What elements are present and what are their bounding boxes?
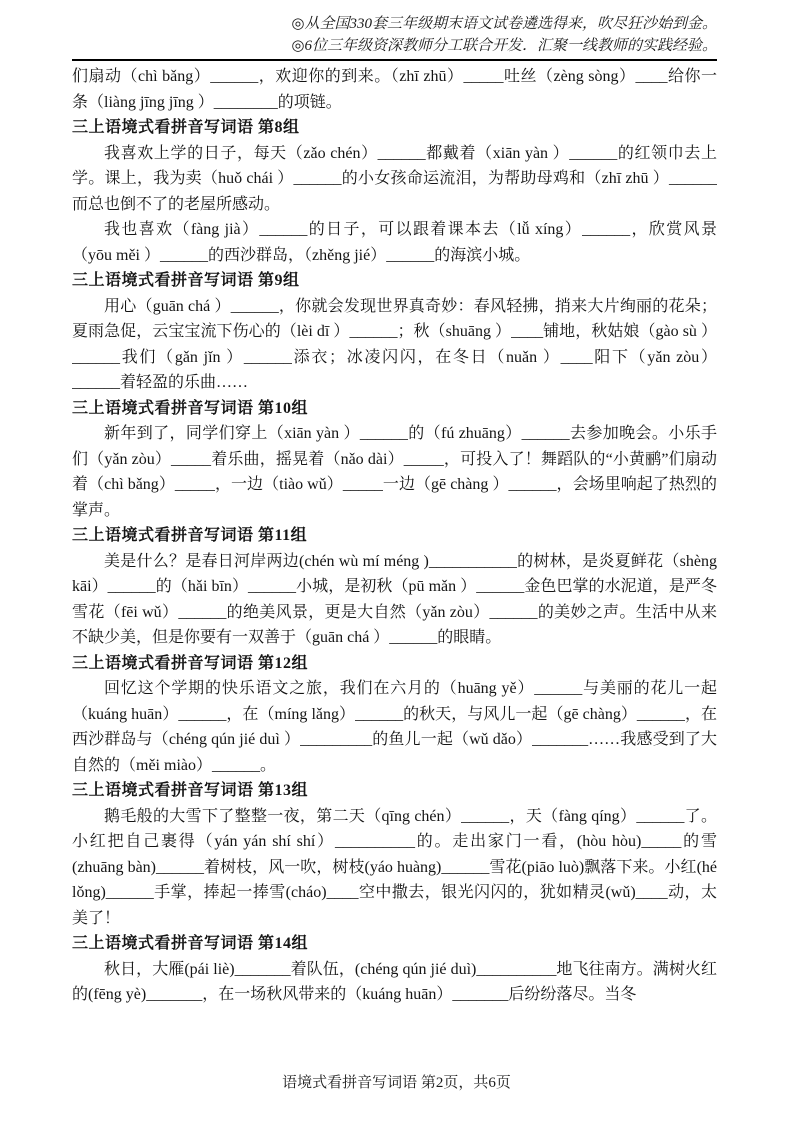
section-group-10	[72, 396, 717, 524]
header-note-line-2: ◎6位三年级资深教师分工联合开发．汇聚一线教师的实践经验。	[291, 38, 717, 54]
section-group-14	[72, 931, 717, 1008]
continuation-paragraph: 们扇动（chì bǎng）______，欢迎你的到来。（zhī zhū）_____吐丝（zèng sòng）____给你一条（liàng jīng jīng ）________的项链。	[72, 68, 717, 111]
header-note	[72, 13, 717, 57]
worksheet-content	[72, 64, 717, 1044]
section-heading-12: 三上语境式看拼音写词语 第12组	[72, 654, 309, 672]
section-heading-8: 三上语境式看拼音写词语 第8组	[72, 119, 300, 136]
section-heading-13: 三上语境式看拼音写词语 第13组	[72, 782, 309, 799]
section-group-13	[72, 778, 717, 931]
section-paragraph: 秋日，大雁(pái liè)_______着队伍，(chéng qún jié duì)__________地飞往南方。满树火红的(fēng yè)_______，在一场秋风带来的（kuáng huān）_______后纷纷落尽。当冬	[72, 960, 717, 1003]
section-group-11	[72, 523, 717, 651]
section-heading-10: 三上语境式看拼音写词语 第10组	[72, 399, 309, 417]
section-paragraph: 回忆这个学期的快乐语文之旅，我们在六月的（huāng yě）______与美丽的花儿一起（kuáng huān）______，在（míng lǎng）______的秋天，与风儿一起（gē chàng）______，在西沙群岛与（chéng qún jié duì ）_________的鱼儿一起（wǔ dǎo）_______……我感受到了大自然的（měi miào）______。	[72, 680, 717, 774]
section-paragraph: 用心（guān chá ）______，你就会发现世界真奇妙：春风轻拂，捎来大片绚丽的花朵；夏雨急促，云宝宝流下伤心的（lèi dī ）______；秋（shuāng ）____铺地，秋姑娘（gào sù ）______我们（gǎn jǐn ）______添衣；冰凌闪闪，在冬日（nuǎn ）____阳下（yǎn zòu）______着轻盈的乐曲……	[72, 297, 717, 391]
section-group-12	[72, 651, 717, 779]
section-paragraph: 我也喜欢（fàng jià）______的日子，可以跟着课本去（lǚ xíng）______，欣赏风景（yōu měi ）______的西沙群岛，（zhěng jié）______的海滨小城。	[72, 221, 717, 264]
section-group-9	[72, 268, 717, 396]
section-heading-11: 三上语境式看拼音写词语 第11组	[72, 527, 308, 544]
section-group-8	[72, 115, 717, 268]
section-heading-14: 三上语境式看拼音写词语 第14组	[72, 935, 309, 952]
section-paragraph: 美是什么？是春日河岸两边(chén wù mí méng )___________的树林，是炎夏鲜花（shèng kāi）______的（hǎi bīn）______小城，是初秋（pū mǎn ）______金色巴掌的水泥道，是严冬雪花（fēi wǔ）______的绝美风景，更是大自然（yǎn zòu）______的美妙之声。生活中从来不缺少美，但是你要有一双善于（guān chá ）______的眼睛。	[72, 552, 717, 646]
header-note-line-1: ◎从全国330套三年级期末语文试卷遴选得来，吹尽狂沙始到金。	[291, 16, 717, 32]
section-paragraph: 我喜欢上学的日子，每天（zǎo chén）______都戴着（xiān yàn ）______的红领巾去上学。课上，我为卖（huǒ chái ）______的小女孩命运流泪，为帮助母鸡和（zhī zhū ）______而总也倒不了的老屋所感动。	[72, 144, 717, 213]
header-divider	[72, 59, 717, 61]
section-heading-9: 三上语境式看拼音写词语 第9组	[72, 272, 300, 289]
section-paragraph: 新年到了，同学们穿上（xiān yàn ）______的（fú zhuāng）______去参加晚会。小乐手们（yǎn zòu）_____着乐曲，摇晃着（nǎo dài）_____，可投入了！舞蹈队的“小黄鹂”们扇动着（chì bǎng）_____，一边（tiào wǔ）_____一边（gē chàng ）______，会场里响起了热烈的掌声。	[72, 425, 717, 519]
page-footer: 语境式看拼音写词语 第2页，共6页	[282, 1075, 511, 1091]
section-paragraph: 鹅毛般的大雪下了整整一夜，第二天（qīng chén）______，天（fàng qíng）______了。小红把自己裹得（yán yán shí shí）__________的。走出家门一看，(hòu hòu)_____的雪(zhuāng bàn)______着树枝，风一吹，树枝(yáo huàng)______雪花(piāo luò)飘落下来。小红(hé lǒng)______手掌，捧起一捧雪(cháo)____空中撒去，银光闪闪的，犹如精灵(wǔ)____动，太美了！	[72, 807, 717, 927]
